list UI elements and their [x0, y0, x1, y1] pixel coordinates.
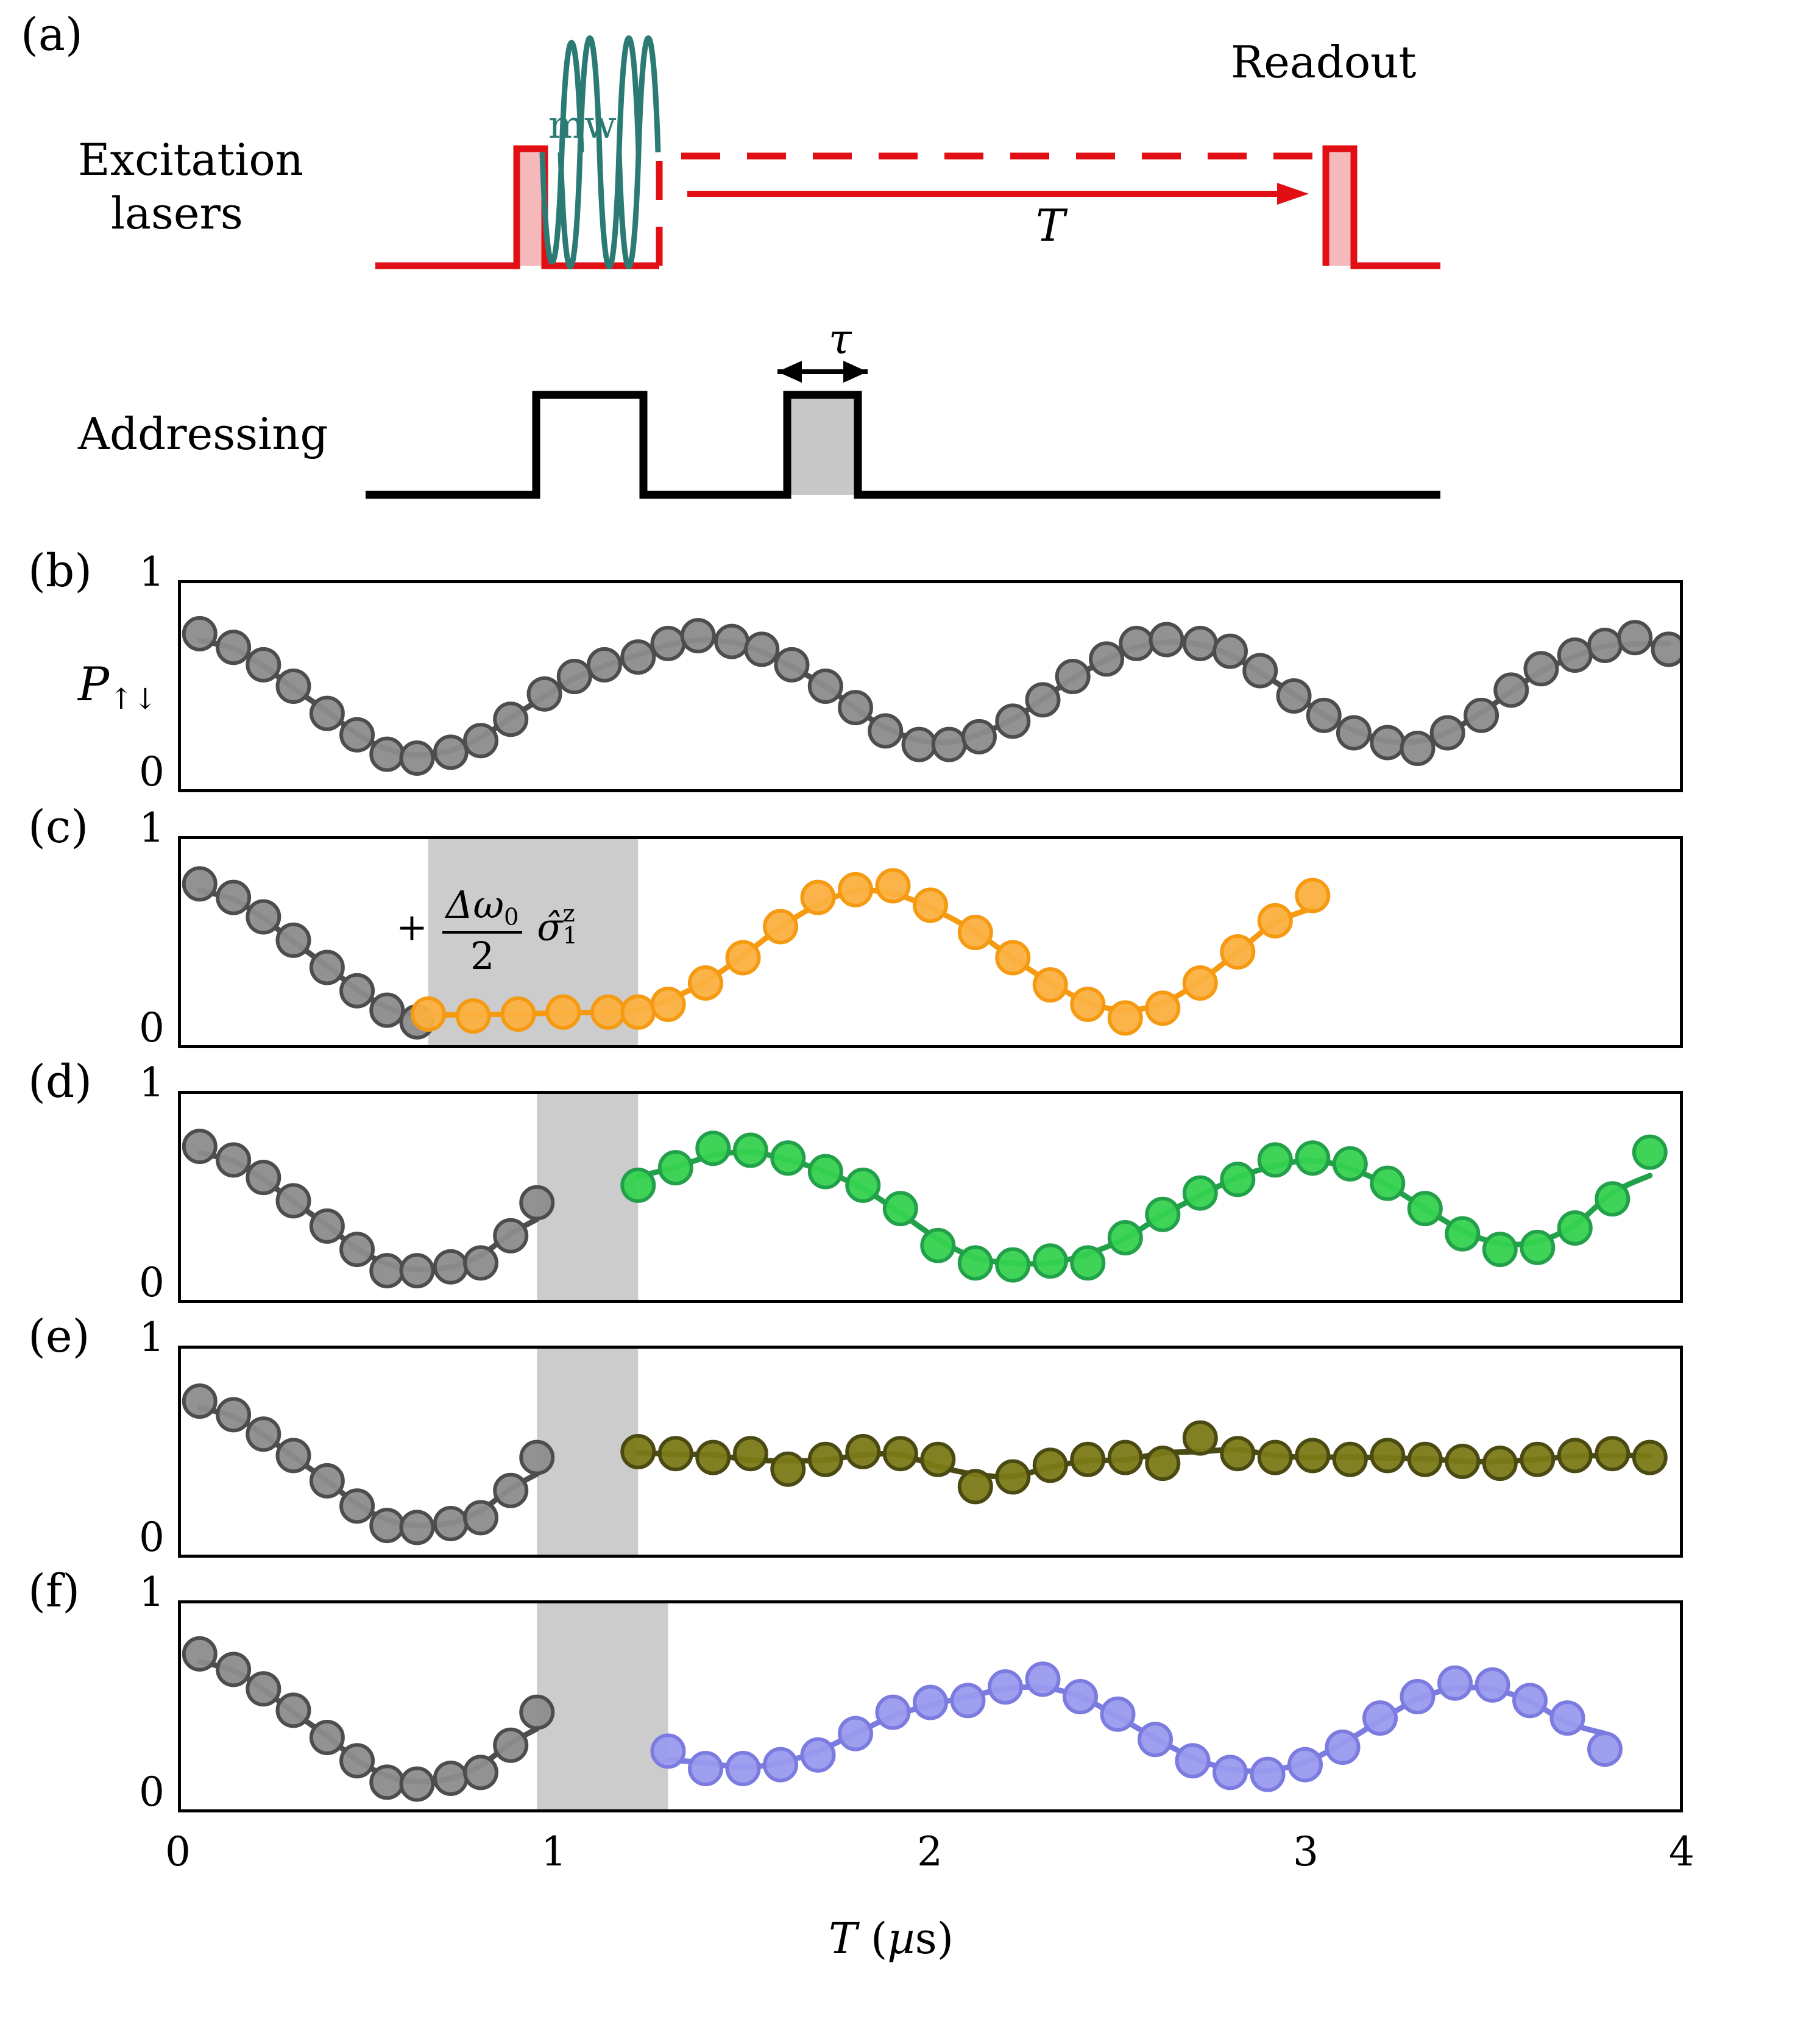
data-point	[341, 719, 373, 751]
data-point	[1521, 1444, 1553, 1475]
data-point	[735, 1134, 767, 1166]
data-point	[915, 1687, 946, 1719]
data-point	[1035, 1449, 1066, 1481]
addressing-trace	[366, 361, 1440, 495]
data-point	[772, 1453, 804, 1485]
data-point	[1484, 1447, 1516, 1479]
data-point	[247, 1673, 279, 1705]
data-point	[521, 1697, 553, 1728]
detuning-annotation	[396, 882, 578, 978]
data-point	[1110, 1222, 1141, 1254]
data-point	[1338, 717, 1370, 749]
data-point	[915, 889, 946, 921]
panel-f-plot	[178, 1600, 1683, 1812]
data-point	[877, 870, 909, 902]
data-point	[1259, 905, 1291, 937]
panel-f-ytick-0: 0	[139, 1769, 165, 1815]
data-point	[1634, 1442, 1666, 1474]
data-point	[371, 1510, 403, 1541]
data-point	[1150, 623, 1182, 655]
data-point	[1477, 1669, 1509, 1701]
panel-label-f: (f)	[28, 1565, 80, 1617]
data-point	[278, 1439, 310, 1471]
data-point	[495, 1475, 526, 1506]
data-point	[278, 1694, 310, 1726]
data-point	[247, 1418, 279, 1450]
data-point	[218, 1144, 249, 1176]
data-point	[1559, 639, 1591, 671]
data-point	[278, 670, 310, 702]
data-point	[1064, 1681, 1096, 1712]
data-point	[1432, 717, 1464, 749]
data-point	[278, 1185, 310, 1216]
data-point	[810, 670, 841, 702]
data-point	[697, 1132, 729, 1164]
data-point	[933, 729, 965, 761]
data-point	[495, 1730, 526, 1761]
data-point	[371, 1766, 403, 1798]
data-point	[847, 1436, 879, 1467]
data-point	[653, 1735, 684, 1767]
data-point	[1439, 1667, 1471, 1699]
data-point	[1521, 1232, 1553, 1263]
data-point	[735, 1438, 767, 1469]
data-point	[697, 1442, 729, 1474]
panel-f-ytick-1: 1	[139, 1569, 165, 1616]
data-point	[776, 649, 807, 681]
data-point	[1297, 879, 1328, 911]
data-point	[341, 1745, 373, 1776]
data-point	[1327, 1731, 1359, 1763]
data-point	[247, 1162, 279, 1193]
data-point	[1495, 674, 1527, 706]
data-point	[622, 1169, 654, 1201]
panel-e-canvas	[181, 1349, 1680, 1555]
panel-label-e: (e)	[28, 1310, 90, 1363]
panel-c-ytick-0: 0	[139, 1004, 165, 1051]
data-point	[840, 1718, 871, 1750]
data-point	[1334, 1444, 1366, 1475]
panel-b-ytick-0: 0	[139, 748, 165, 795]
data-point	[1222, 936, 1253, 968]
panel-e-ytick-0: 0	[139, 1514, 165, 1561]
data-point	[1402, 733, 1434, 764]
panel-b-plot	[178, 580, 1683, 792]
data-point	[840, 692, 871, 723]
data-point	[311, 951, 343, 983]
formula-fraction	[442, 882, 523, 978]
data-point	[660, 1152, 692, 1183]
data-point	[622, 641, 654, 673]
data-point	[1027, 1663, 1059, 1695]
data-point	[682, 620, 714, 651]
data-point	[311, 1210, 343, 1242]
data-point	[1364, 1702, 1396, 1734]
data-point	[997, 942, 1028, 974]
data-point	[503, 998, 534, 1030]
panel-f-canvas	[181, 1603, 1680, 1809]
data-point	[1102, 1698, 1134, 1730]
data-point	[184, 868, 216, 900]
excitation-lasers-label-line2: lasers	[111, 188, 243, 239]
data-point	[1184, 628, 1216, 659]
panel-d-ytick-0: 0	[139, 1259, 165, 1306]
data-point	[184, 1638, 216, 1670]
data-point	[810, 1156, 841, 1188]
data-point	[1525, 653, 1557, 684]
data-point	[765, 1749, 796, 1781]
data-point	[547, 996, 579, 1028]
data-point	[1484, 1233, 1516, 1265]
data-point	[1372, 726, 1403, 758]
panel-label-c: (c)	[28, 801, 89, 853]
data-point	[1177, 1745, 1209, 1776]
data-point	[401, 1769, 433, 1800]
data-point	[622, 996, 654, 1028]
data-point	[1409, 1444, 1441, 1475]
panel-label-a: (a)	[21, 9, 83, 61]
data-point	[412, 998, 444, 1030]
data-point	[247, 901, 279, 933]
data-point	[1147, 1199, 1178, 1230]
data-point	[1559, 1439, 1591, 1471]
data-point	[1035, 1245, 1066, 1277]
data-point	[435, 1508, 467, 1539]
data-point	[465, 1756, 497, 1788]
data-point	[1372, 1168, 1403, 1199]
data-point	[1184, 1422, 1216, 1454]
data-point	[1222, 1163, 1253, 1195]
data-point	[521, 1442, 553, 1474]
x-tick-2: 2	[917, 1828, 943, 1875]
data-point	[885, 1438, 916, 1469]
data-point	[765, 910, 796, 942]
data-point	[1244, 655, 1276, 686]
data-point	[1072, 1247, 1103, 1279]
data-point	[840, 874, 871, 906]
data-point	[218, 882, 249, 914]
data-point	[1072, 988, 1103, 1020]
data-point	[311, 1465, 343, 1497]
data-point	[1465, 700, 1497, 731]
data-point	[184, 618, 216, 650]
panel-e-ytick-1: 1	[139, 1314, 165, 1361]
data-point	[521, 1187, 553, 1219]
data-point	[401, 1511, 433, 1543]
data-point	[960, 1471, 991, 1502]
data-point	[371, 995, 403, 1026]
formula-numerator: Δω	[445, 882, 505, 927]
data-point	[1634, 1137, 1666, 1168]
data-point	[1057, 661, 1089, 692]
panel-d-plot	[178, 1091, 1683, 1303]
data-point	[465, 1247, 497, 1279]
data-point	[465, 725, 497, 756]
data-point	[435, 1251, 467, 1283]
data-point	[885, 1193, 916, 1224]
laser-trace	[375, 149, 1440, 266]
data-point	[1214, 1756, 1246, 1788]
addressing-window-shade	[537, 1603, 668, 1809]
x-axis-label: T (µs)	[829, 1914, 954, 1964]
data-point	[960, 917, 991, 948]
x-tick-3: 3	[1293, 1828, 1319, 1875]
data-point	[218, 1399, 249, 1430]
excitation-lasers-label-line1: Excitation	[78, 134, 304, 185]
data-point	[1559, 1212, 1591, 1244]
data-point	[869, 715, 901, 747]
formula-operator: σ̂	[537, 904, 563, 949]
data-point	[495, 703, 526, 735]
data-point	[1409, 1193, 1441, 1224]
data-point	[1653, 633, 1680, 665]
addressing-label: Addressing	[78, 408, 328, 460]
panel-b-ytick-1: 1	[139, 548, 165, 595]
y-axis-label-P: $P_{↑↓}$	[78, 657, 158, 717]
data-point	[847, 1169, 879, 1201]
mw-label: mw	[548, 102, 617, 147]
data-point	[1552, 1702, 1584, 1734]
data-point	[1110, 1442, 1141, 1474]
tau-duration-label: τ	[829, 316, 852, 364]
data-point	[371, 739, 403, 770]
data-point	[1147, 992, 1178, 1024]
data-point	[963, 721, 995, 753]
data-point	[772, 1142, 804, 1174]
data-point	[401, 1255, 433, 1286]
data-point	[465, 1502, 497, 1533]
data-point	[997, 1249, 1028, 1281]
data-point	[660, 1438, 692, 1469]
data-point	[1184, 967, 1216, 999]
data-point	[952, 1684, 984, 1716]
data-point	[401, 742, 433, 774]
data-point	[495, 1220, 526, 1252]
formula-operator-sup: z	[562, 900, 575, 928]
data-point	[922, 1230, 954, 1262]
data-point	[1091, 643, 1122, 675]
x-tick-4: 4	[1669, 1828, 1694, 1875]
data-point	[1297, 1439, 1328, 1471]
data-point	[218, 631, 249, 663]
data-point	[1372, 1439, 1403, 1471]
data-point	[653, 988, 684, 1020]
data-point	[311, 698, 343, 729]
T-duration-label: T	[1036, 200, 1066, 251]
data-point	[341, 1233, 373, 1265]
data-point	[904, 729, 935, 761]
data-point	[1596, 1183, 1628, 1215]
panel-label-d: (d)	[28, 1056, 93, 1108]
data-point	[1139, 1723, 1171, 1755]
formula-numerator-sub: 0	[504, 903, 519, 931]
data-point	[1596, 1438, 1628, 1469]
panel-b-canvas	[181, 583, 1680, 789]
data-point	[802, 882, 834, 914]
data-point	[311, 1722, 343, 1753]
data-point	[1259, 1144, 1291, 1176]
formula-plus: +	[396, 904, 428, 949]
data-point	[1259, 1442, 1291, 1474]
data-point	[341, 1490, 373, 1522]
data-point	[371, 1255, 403, 1286]
data-point	[458, 1000, 489, 1032]
data-point	[559, 661, 590, 692]
data-point	[728, 1753, 759, 1784]
data-point	[1446, 1446, 1478, 1477]
pulse-sequence-schematic	[0, 0, 1795, 548]
readout-label: Readout	[1231, 37, 1417, 88]
data-point	[622, 1436, 654, 1467]
formula-denominator: 2	[442, 931, 523, 978]
data-point	[1297, 1142, 1328, 1174]
data-point	[1278, 680, 1310, 712]
panel-e-plot	[178, 1346, 1683, 1558]
panel-c-ytick-1: 1	[139, 804, 165, 851]
data-point	[877, 1697, 909, 1728]
data-point	[1184, 1177, 1216, 1209]
data-point	[1121, 628, 1152, 659]
data-point	[1619, 622, 1651, 653]
data-point	[997, 1461, 1028, 1492]
data-point	[435, 1762, 467, 1794]
data-point	[278, 924, 310, 956]
data-point	[990, 1671, 1021, 1703]
data-point	[746, 633, 777, 665]
panel-d-ytick-1: 1	[139, 1059, 165, 1106]
data-point	[728, 942, 759, 974]
data-point	[1222, 1438, 1253, 1469]
data-point	[960, 1247, 991, 1279]
data-point	[1514, 1684, 1546, 1716]
x-tick-1: 1	[541, 1828, 567, 1875]
data-point	[802, 1739, 834, 1771]
data-point	[1214, 636, 1246, 667]
data-point	[1589, 1733, 1621, 1765]
formula-operator-sub: 1	[562, 922, 578, 950]
data-point	[997, 705, 1028, 737]
data-point	[1308, 700, 1340, 731]
data-point	[1035, 969, 1066, 1001]
data-point	[529, 678, 561, 710]
data-point	[1589, 630, 1621, 661]
data-point	[1027, 684, 1059, 715]
panel-label-b: (b)	[28, 545, 93, 597]
data-point	[810, 1444, 841, 1475]
data-point	[184, 1130, 216, 1162]
data-point	[1334, 1148, 1366, 1180]
data-point	[653, 628, 684, 659]
data-point	[184, 1385, 216, 1417]
data-point	[1446, 1218, 1478, 1250]
data-point	[1110, 1002, 1141, 1034]
data-point	[1402, 1681, 1434, 1712]
data-point	[218, 1653, 249, 1685]
data-point	[341, 975, 373, 1007]
data-point	[922, 1444, 954, 1475]
data-point	[589, 649, 620, 681]
microwave-oscillation	[542, 38, 658, 267]
data-point	[247, 649, 279, 681]
data-point	[592, 996, 624, 1028]
data-point	[1147, 1447, 1178, 1479]
data-point	[435, 736, 467, 768]
data-point	[690, 967, 721, 999]
x-tick-0: 0	[165, 1828, 191, 1875]
panel-d-canvas	[181, 1094, 1680, 1300]
data-point	[1289, 1749, 1321, 1781]
data-point	[1072, 1444, 1103, 1475]
data-point	[716, 626, 748, 658]
data-point	[690, 1753, 721, 1784]
data-point	[1252, 1759, 1284, 1790]
